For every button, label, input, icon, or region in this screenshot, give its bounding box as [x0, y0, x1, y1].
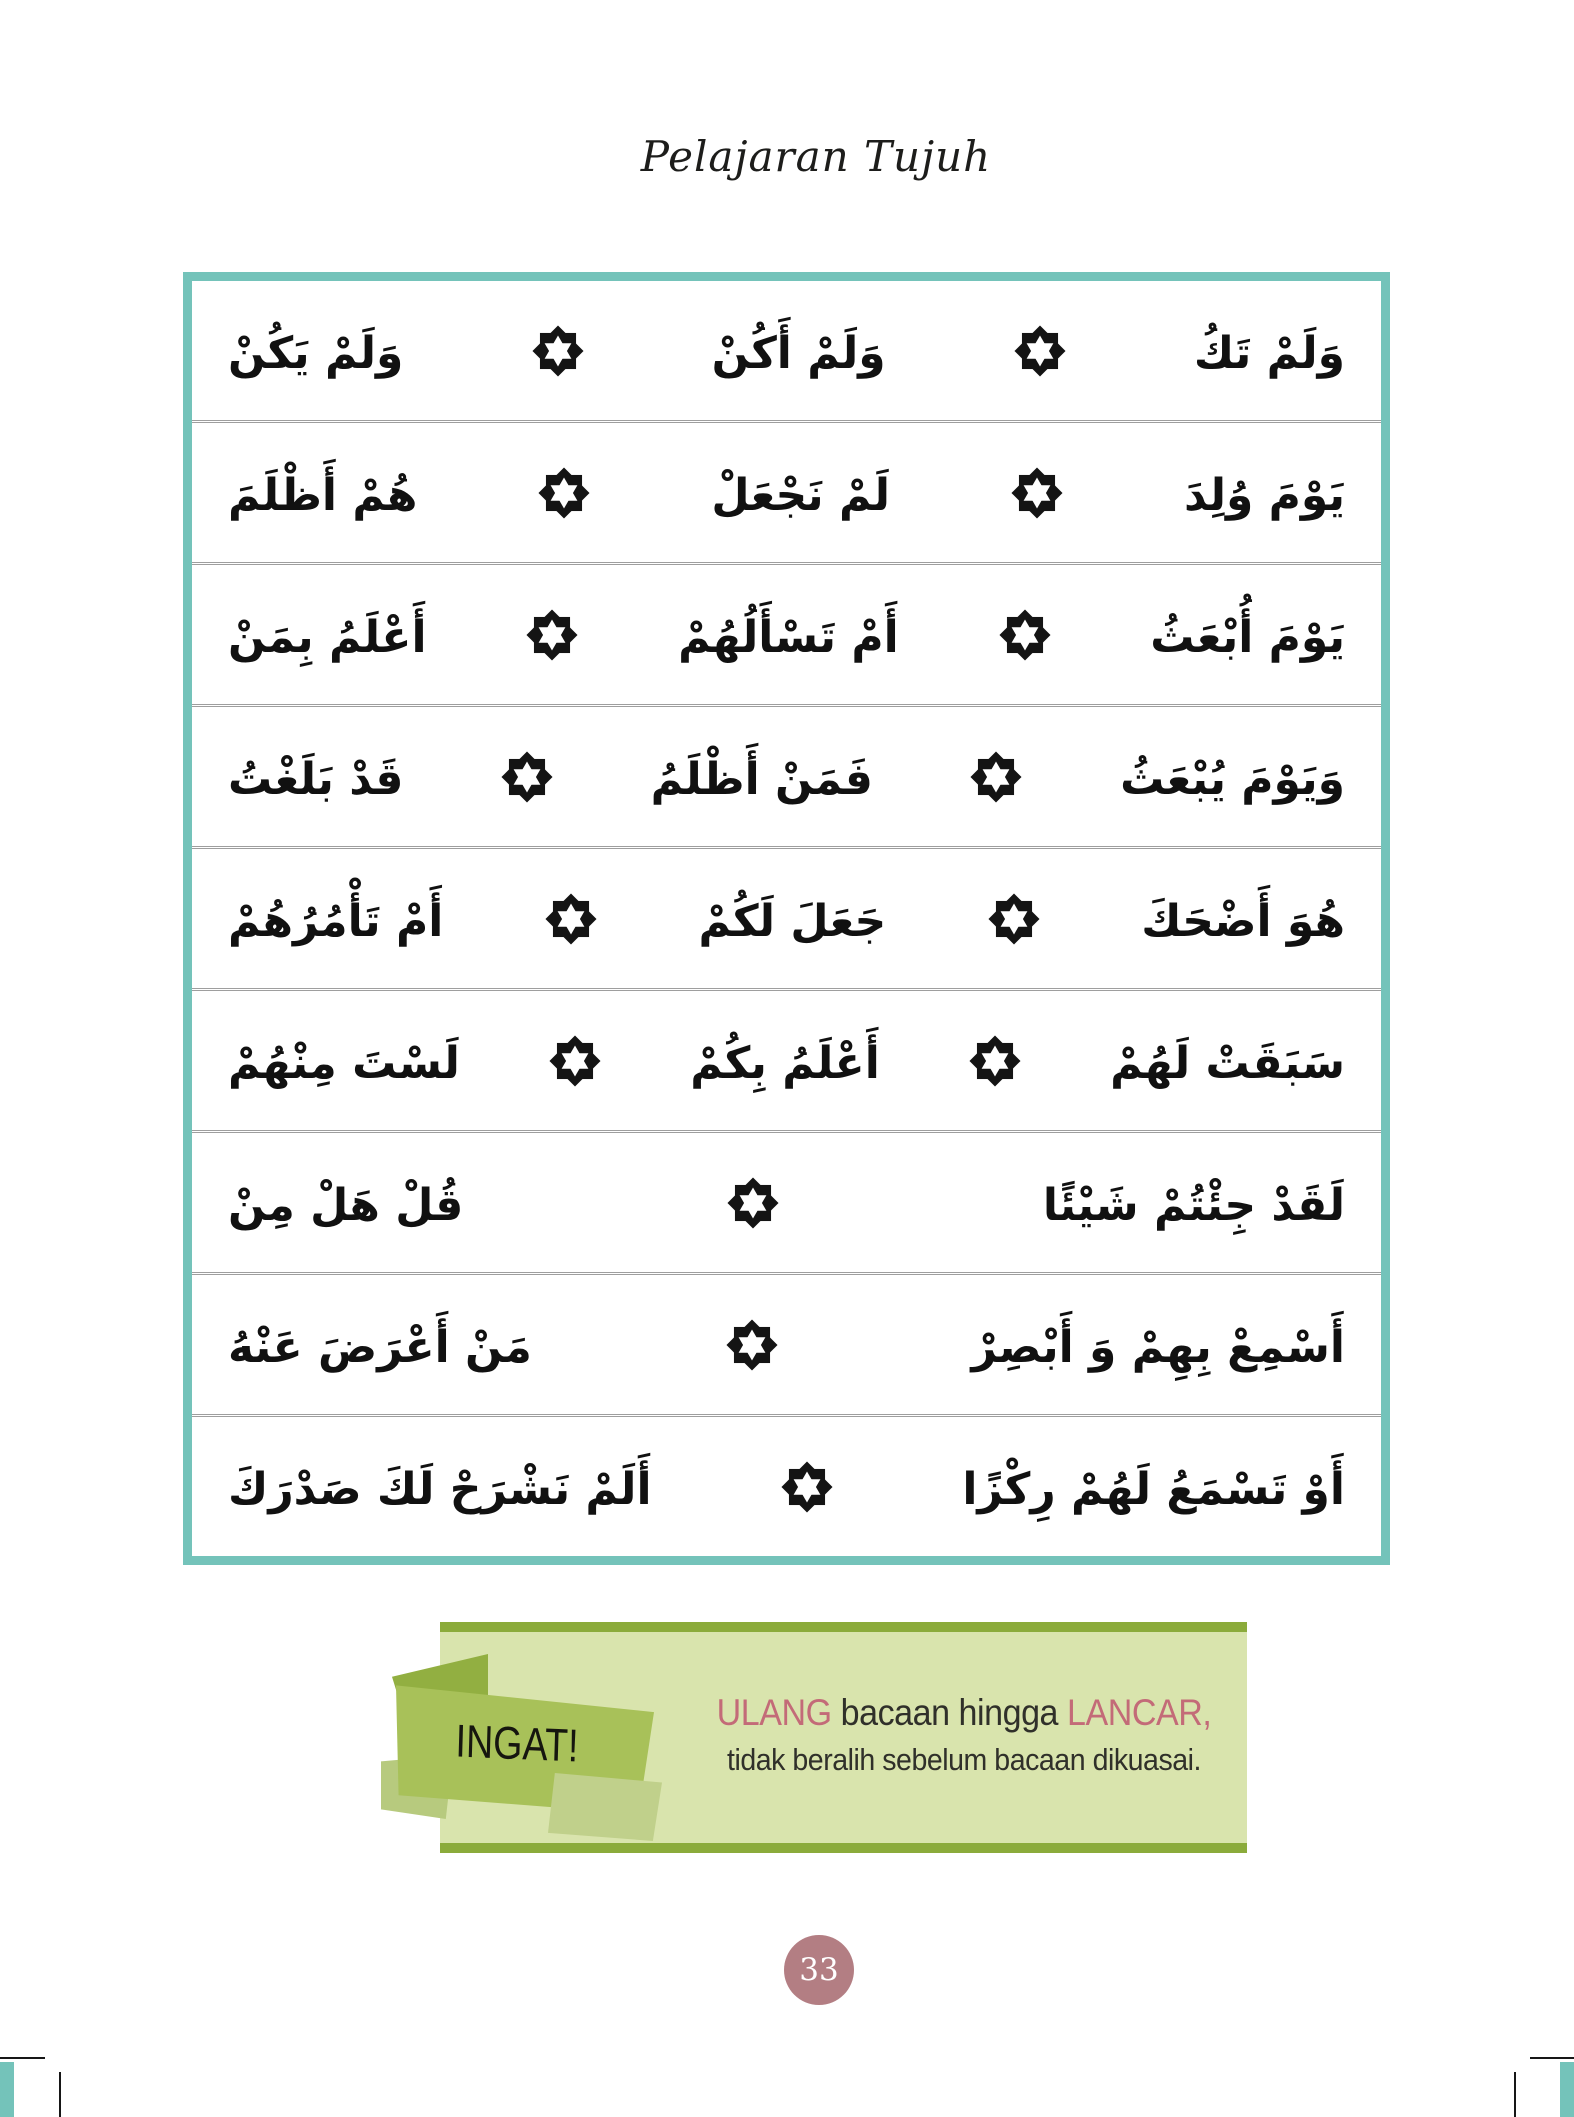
star-ornament-icon: [963, 744, 1029, 810]
table-row: [192, 565, 1381, 707]
crop-mark: [0, 2057, 45, 2059]
star-ornament-icon: [519, 602, 585, 668]
banner-accent-word: ULANG: [716, 1692, 832, 1733]
page-number: 33: [799, 1952, 839, 1988]
arabic-phrase: وَلَمْ يَكُنْ: [228, 327, 404, 379]
arabic-phrase: هُمْ أَظْلَمَ: [228, 469, 418, 521]
table-row: [192, 991, 1381, 1133]
arabic-phrase: لَسْتَ مِنْهُمْ: [228, 1037, 460, 1089]
arabic-phrase: قُلْ هَلْ مِنْ: [228, 1179, 464, 1231]
arabic-phrase: يَوْمَ أُبْعَثُ: [1150, 611, 1345, 663]
arabic-phrase: أَلَمْ نَشْرَحْ لَكَ صَدْرَكَ: [228, 1463, 652, 1515]
banner-line2: tidak beralih sebelum bacaan dikuasai.: [726, 1742, 1202, 1777]
star-ornament-icon: [525, 318, 591, 384]
banner-accent-word: LANCAR,: [1067, 1692, 1212, 1733]
arabic-phrase: أَمْ تَأْمُرُهُمْ: [228, 895, 444, 947]
arabic-phrase: مَنْ أَعْرَضَ عَنْهُ: [228, 1321, 532, 1373]
star-ornament-icon: [992, 602, 1058, 668]
arabic-phrase: أَوْ تَسْمَعُ لَهُمْ رِكْزًا: [962, 1463, 1345, 1515]
banner-line1: [712, 1692, 1216, 1734]
arabic-phrase: أَعْلَمُ بِمَنْ: [228, 611, 427, 663]
star-ornament-icon: [542, 1028, 608, 1094]
crop-mark: [1530, 2057, 1574, 2059]
star-ornament-icon: [981, 886, 1047, 952]
star-ornament-icon: [719, 1312, 785, 1378]
ribbon-fold-shape: [548, 1773, 662, 1841]
arabic-phrase: سَبَقَتْ لَهُمْ: [1110, 1037, 1345, 1089]
arabic-phrase: جَعَلَ لَكُمْ: [698, 895, 887, 947]
page-number-badge: [784, 1935, 854, 2005]
arabic-phrase: وَلَمْ تَكُ: [1193, 327, 1345, 379]
table-row: [192, 849, 1381, 991]
table-row: [192, 707, 1381, 849]
table-row: [192, 1133, 1381, 1275]
crop-mark: [1514, 2072, 1516, 2117]
arabic-phrase: فَمَنْ أَظْلَمُ: [650, 753, 873, 805]
star-ornament-icon: [531, 460, 597, 526]
arabic-phrase: وَيَوْمَ يُبْعَثُ: [1120, 753, 1345, 805]
arabic-phrase: لَمْ نَجْعَلْ: [711, 469, 891, 521]
star-ornament-icon: [962, 1028, 1028, 1094]
arabic-phrase: وَلَمْ أَكُنْ: [711, 327, 886, 379]
table-row: [192, 1275, 1381, 1417]
crop-mark: [59, 2072, 61, 2117]
banner-word: bacaan hingga: [831, 1692, 1068, 1733]
arabic-phrase: قَدْ بَلَغْتُ: [228, 753, 404, 805]
star-ornament-icon: [538, 886, 604, 952]
ribbon-label: INGAT!: [454, 1714, 580, 1772]
arabic-phrase: يَوْمَ وُلِدَ: [1184, 469, 1345, 521]
bleed-bar: [1560, 2062, 1574, 2117]
star-ornament-icon: [1004, 460, 1070, 526]
arabic-phrase: أَسْمِعْ بِهِمْ وَ أَبْصِرْ: [971, 1321, 1345, 1373]
star-ornament-icon: [1007, 318, 1073, 384]
arabic-phrase: هُوَ أَضْحَكَ: [1141, 895, 1345, 947]
bleed-bar: [0, 2062, 14, 2117]
star-ornament-icon: [774, 1454, 840, 1520]
page-title: Pelajaran Tujuh: [640, 132, 992, 181]
table-row: [192, 281, 1381, 423]
banner-text: [712, 1692, 1216, 1778]
reading-table: [183, 272, 1390, 1565]
table-row: [192, 423, 1381, 565]
star-ornament-icon: [720, 1170, 786, 1236]
star-ornament-icon: [494, 744, 560, 810]
arabic-phrase: أَمْ تَسْأَلُهُمْ: [678, 611, 899, 663]
table-row: [192, 1417, 1381, 1556]
arabic-phrase: أَعْلَمُ بِكُمْ: [690, 1037, 880, 1089]
arabic-phrase: لَقَدْ جِئْتُمْ شَيْئًا: [1042, 1179, 1345, 1231]
